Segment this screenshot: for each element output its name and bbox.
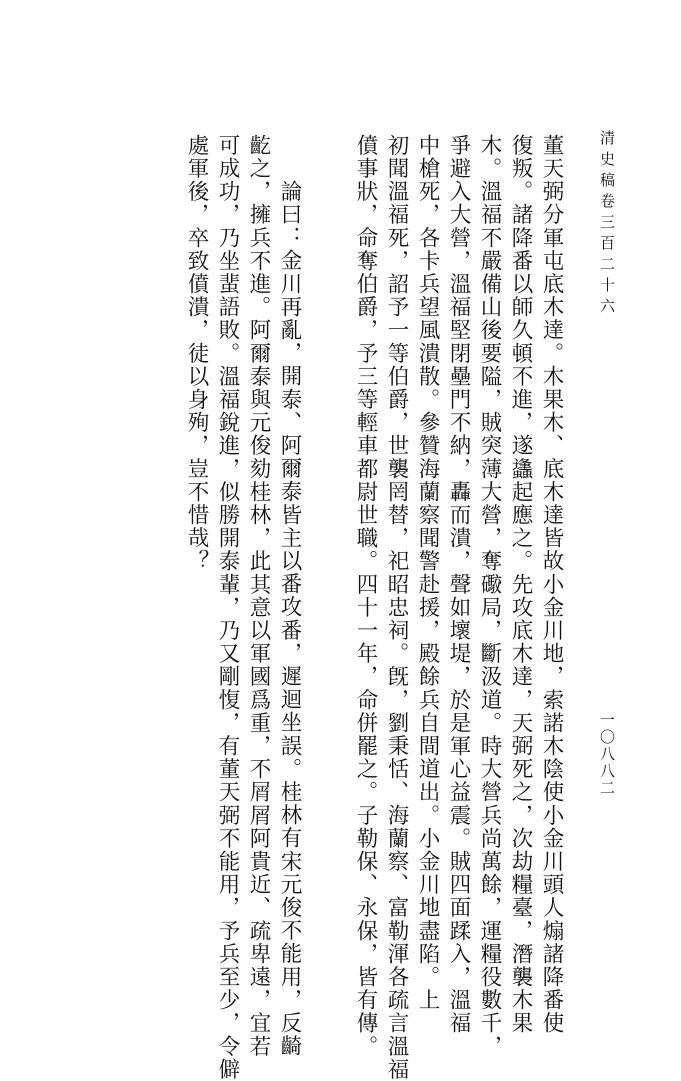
commentary-column-3: 可成功，乃坐蜚語敗。溫福銳進，似勝開泰輩，乃又剛愎，有董天弼不能用，予兵至少，令僻 [215, 134, 240, 1081]
text-column-7: 僨事狀，命奪伯爵，予三等輕車都尉世職。四十一年，命併罷之。子勒保、永保，皆有傳。 [353, 134, 378, 1058]
commentary-column-1: 論曰：金川再亂，開泰、阿爾泰皆主以番攻番，遲迴坐誤。桂林有宋元俊不能用，反齮 [277, 180, 302, 1058]
page-number: 一〇八八二 [598, 712, 616, 797]
text-column-5: 中槍死，各卡兵望風潰散。參贊海蘭察聞警赴援，殿餘兵自間道出。小金川地盡陷。上 [415, 134, 440, 1012]
commentary-column-4: 處軍後，卒致僨潰，徒以身殉，豈不惜哉？ [184, 134, 209, 573]
text-column-4: 爭避入大營，溫福堅閉壘門不納，轟而潰，聲如壞堤，於是軍心益震。賊四面蹂入，溫福 [446, 134, 471, 1035]
commentary-column-2: 齕之，擁兵不進。阿爾泰與元俊劾桂林，此其意以軍國爲重，不屑屑阿貴近、疏卑遠，宜若 [246, 134, 271, 1058]
text-column-2: 復叛。諸降番以師久頓不進，遂蠭起應之。先攻底木達，天弼死之，次劫糧臺，潛襲木果 [508, 134, 533, 1035]
text-column-3: 木。溫福不嚴備山後要隘，賊突薄大營，奪礮局，斷汲道。時大營兵尚萬餘，運糧役數千， [477, 134, 502, 1058]
text-column-6: 初聞溫福死，詔予一等伯爵，世襲罔替，祀昭忠祠。旣，劉秉恬、海蘭察、富勒渾各疏言溫福 [384, 134, 409, 1081]
text-column-1: 董天弼分軍屯底木達。木果木、底木達皆故小金川地，索諾木陰使小金川頭人煽諸降番使 [539, 134, 564, 1035]
running-title: 清史稿卷三百二十六 [598, 130, 616, 319]
